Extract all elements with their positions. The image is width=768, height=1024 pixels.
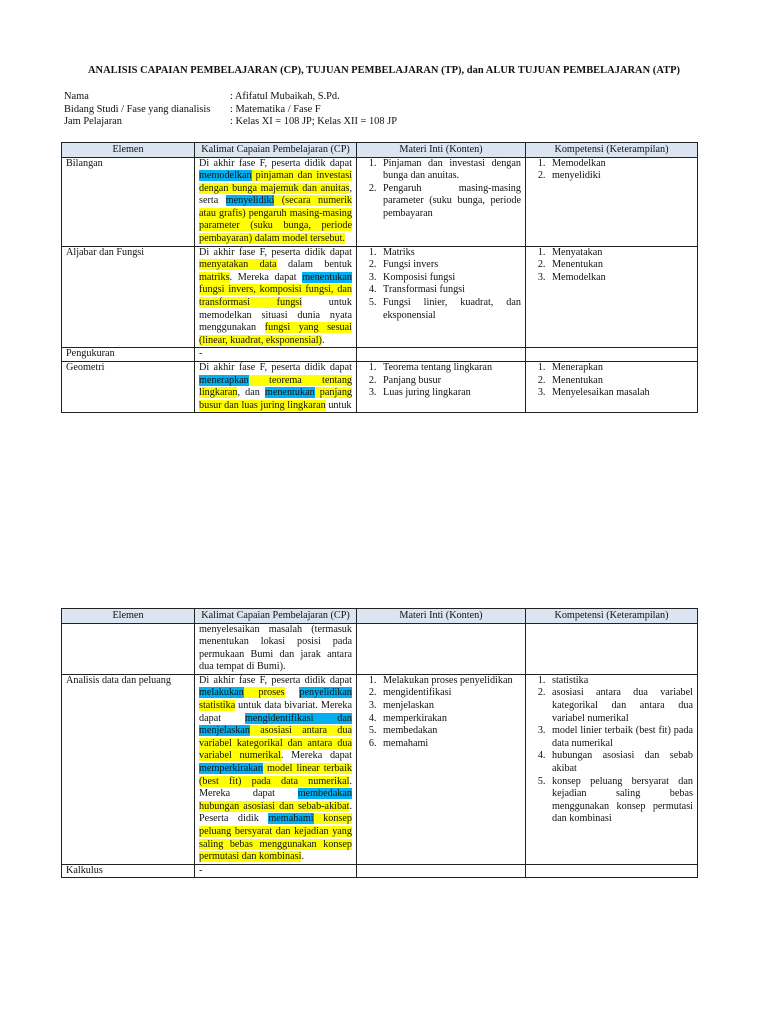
highlight-yellow: proses: [258, 687, 285, 699]
list-item: 3. menjelaskan: [379, 700, 521, 713]
list-item: 3. Menyelesaikan masalah: [548, 387, 693, 400]
cp-text: . Peserta didik: [199, 800, 352, 825]
highlight-blue: penyelidikan: [299, 687, 353, 699]
cp-text: .: [301, 851, 304, 863]
highlight-yellow: [244, 687, 259, 698]
kompetensi-list: [530, 247, 693, 285]
highlight-blue: memodelkan: [199, 170, 252, 182]
kompetensi-list: [530, 362, 693, 400]
list-item: 4. hubungan asosiasi dan sebab akibat: [548, 750, 693, 775]
list-item: 1. Teorema tentang lingkaran: [379, 362, 521, 375]
cp-text: [285, 687, 300, 698]
highlight-yellow: [314, 813, 324, 824]
cp-text: -: [199, 864, 203, 876]
list-item: 2. Menentukan: [548, 375, 693, 388]
list-item: 1. Menyatakan: [548, 247, 693, 260]
cp-text: . Mereka dapat: [199, 775, 352, 800]
materi-list: [361, 247, 521, 323]
highlight-blue: menerapkan: [199, 374, 249, 386]
cp-cell: [195, 623, 357, 674]
list-item: 1. Pinjaman dan investasi dengan bunga dan anuitas.: [379, 158, 521, 183]
list-item: 2. menyelidiki: [548, 170, 693, 183]
table-row: [62, 623, 698, 674]
highlight-yellow: konsep peluang bersyarat dan kejadian yang saling bebas menggunakan konsep permutasi dan kombinasi: [199, 813, 352, 863]
table-row: [62, 362, 698, 413]
kompetensi-cell: [526, 362, 698, 413]
table-row: [62, 157, 698, 246]
header-cp: Kalimat Capaian Pembelajaran (CP): [195, 143, 357, 158]
list-item: 6. memahami: [379, 738, 521, 751]
highlight-blue: menentukan: [264, 387, 315, 399]
kompetensi-list: [530, 158, 693, 183]
highlight-blue: menentukan: [302, 271, 352, 283]
materi-list: [361, 158, 521, 221]
analysis-table-2: [61, 608, 698, 878]
list-item: 3. Memodelkan: [548, 272, 693, 285]
cp-text: untuk memodelkan situasi dunia nyata menggunakan: [199, 297, 352, 334]
list-item: 2. Panjang busur: [379, 375, 521, 388]
cp-text: untuk data bivariat. Mereka dapat: [199, 700, 352, 724]
meta-value: : Afifatul Mubaikah, S.Pd.: [230, 91, 340, 102]
cp-cell: [195, 157, 357, 246]
kompetensi-cell: [526, 157, 698, 246]
cp-text: Di akhir fase F, peserta didik dapat: [199, 362, 352, 373]
header-cp: Kalimat Capaian Pembelajaran (CP): [195, 609, 357, 624]
highlight-yellow: statistika: [199, 700, 236, 712]
highlight-blue: mengidentifikasi dan menjelaskan: [199, 712, 352, 737]
highlight-yellow: fungsi invers, komposisi fungsi, dan transformasi fungsi: [199, 284, 352, 309]
cp-cell: [195, 674, 357, 864]
elemen-cell: Bilangan: [62, 157, 195, 246]
materi-list: [361, 362, 521, 400]
highlight-yellow: [250, 725, 260, 736]
kompetensi-cell: [526, 246, 698, 348]
meta-row: [64, 116, 397, 129]
table-row: [62, 348, 698, 362]
highlight-blue: melakukan: [199, 687, 244, 699]
list-item: 4. Transformasi fungsi: [379, 284, 521, 297]
kompetensi-cell: [526, 864, 698, 878]
analysis-table-1: [61, 142, 698, 413]
materi-list: [361, 675, 521, 751]
elemen-cell: Pengukuran: [62, 348, 195, 362]
highlight-yellow: model linear terbaik (best fit) pada data numerikal: [199, 763, 352, 787]
list-item: 3. Komposisi fungsi: [379, 272, 521, 285]
highlight-yellow: (secara numerik atau grafis) pengaruh masing-masing parameter (suku bunga, periode pembayaran): [199, 195, 352, 245]
identity-block: [64, 91, 397, 129]
meta-value: : Kelas XI = 108 JP; Kelas XII = 108 JP: [230, 116, 397, 127]
highlight-yellow: asosiasi antara dua variabel kategorikal dan antara dua variabel numerikal: [199, 725, 352, 762]
cp-text: Di akhir fase F, peserta didik dapat: [199, 674, 352, 686]
meta-label: Jam Pelajaran: [64, 116, 122, 127]
list-item: 2. Menentukan: [548, 259, 693, 272]
kompetensi-list: [530, 675, 693, 826]
cp-text: Di akhir fase F, peserta didik dapat: [199, 157, 352, 169]
list-item: 5. Fungsi linier, kuadrat, dan eksponensial: [379, 297, 521, 322]
highlight-blue: memahami: [268, 813, 314, 825]
kompetensi-cell: [526, 674, 698, 864]
list-item: 1. Memodelkan: [548, 158, 693, 171]
materi-cell: [357, 864, 526, 878]
list-item: 2. Pengaruh masing-masing parameter (suku bunga, periode pembayaran: [379, 183, 521, 221]
header-elemen: Elemen: [62, 609, 195, 624]
highlight-yellow: hubungan asosiasi dan sebab-akibat: [199, 800, 350, 812]
materi-cell: [357, 362, 526, 413]
materi-cell: [357, 348, 526, 362]
highlight-blue: memperkirakan: [199, 763, 263, 775]
table-row: [62, 674, 698, 864]
meta-value: : Matematika / Fase F: [230, 103, 321, 115]
elemen-cell: Analisis data dan peluang: [62, 674, 195, 864]
list-item: 2. mengidentifikasi: [379, 687, 521, 700]
cp-cell: [195, 362, 357, 413]
highlight-yellow: matriks: [199, 271, 230, 283]
materi-cell: [357, 157, 526, 246]
highlight-yellow: [249, 375, 269, 386]
table-row: [62, 246, 698, 348]
kompetensi-cell: [526, 348, 698, 362]
cp-text: . Mereka dapat: [229, 271, 303, 283]
cp-text: menyelesaikan masalah (termasuk menentukan lokasi posisi pada permukaan Bumi dan jarak antara dua tempat di Bumi).: [199, 623, 352, 673]
list-item: 5. membedakan: [379, 725, 521, 738]
list-item: 2. Fungsi invers: [379, 259, 521, 272]
cp-cell: [195, 348, 357, 362]
list-item: 2. asosiasi antara dua variabel kategorikal dan antara dua variabel numerikal: [548, 687, 693, 725]
highlight-yellow: panjang busur dan luas juring lingkaran: [199, 387, 353, 411]
cp-cell: [195, 246, 357, 348]
cp-text: Di akhir fase F, peserta didik dapat: [199, 246, 352, 258]
highlight-blue: menyelidiki: [225, 195, 275, 207]
meta-row: [64, 104, 397, 117]
list-item: 1. Matriks: [379, 247, 521, 260]
meta-row: [64, 91, 397, 104]
highlight-yellow: menyatakan data: [199, 259, 277, 271]
elemen-cell: Geometri: [62, 362, 195, 413]
cp-cell: [195, 864, 357, 878]
list-item: 4. memperkirakan: [379, 713, 521, 726]
header-elemen: Elemen: [62, 143, 195, 158]
highlight-yellow: pinjaman dan investasi dengan bunga majemuk dan anuitas: [199, 170, 352, 194]
cp-text: .: [321, 334, 325, 346]
highlight-yellow: fungsi yang sesuai (linear, kuadrat, eksponensial): [199, 322, 352, 346]
header-materi: Materi Inti (Konten): [357, 609, 526, 624]
header-kompetensi: Kompetensi (Keterampilan): [526, 143, 698, 158]
cp-text: , serta: [199, 182, 352, 207]
meta-label: Bidang Studi / Fase yang dianalisis: [64, 103, 211, 115]
list-item: 3. model linier terbaik (best fit) pada data numerikal: [548, 725, 693, 750]
header-kompetensi: Kompetensi (Keterampilan): [526, 609, 698, 624]
elemen-cell: [62, 623, 195, 674]
kompetensi-cell: [526, 623, 698, 674]
cp-text: -: [199, 348, 203, 360]
list-item: 1. Menerapkan: [548, 362, 693, 375]
materi-cell: [357, 674, 526, 864]
table-row: [62, 864, 698, 878]
cp-text: untuk: [325, 399, 352, 411]
highlight-yellow: dalam model tersebut.: [252, 233, 345, 245]
list-item: 3. Luas juring lingkaran: [379, 387, 521, 400]
list-item: 5. konsep peluang bersyarat dan kejadian saling bebas menggunakan konsep permutasi dan kombinasi: [548, 776, 693, 826]
materi-cell: [357, 246, 526, 348]
header-row: [62, 609, 698, 624]
materi-cell: [357, 623, 526, 674]
cp-text: , dan: [237, 387, 265, 399]
elemen-cell: Aljabar dan Fungsi: [62, 246, 195, 348]
meta-label: Nama: [64, 91, 89, 102]
list-item: 1. Melakukan proses penyelidikan: [379, 675, 521, 688]
highlight-yellow: [315, 387, 320, 398]
header-row: [62, 143, 698, 158]
highlight-blue: membedakan: [297, 788, 352, 800]
header-materi: Materi Inti (Konten): [357, 143, 526, 158]
cp-text: dalam bentuk: [276, 259, 353, 271]
document-title: ANALISIS CAPAIAN PEMBELAJARAN (CP), TUJUAN PEMBELAJARAN (TP), dan ALUR TUJUAN PEMBELAJARAN (ATP): [88, 65, 680, 76]
highlight-yellow: teorema tentang lingkaran: [199, 374, 353, 399]
list-item: 1. statistika: [548, 675, 693, 688]
cp-text: . Mereka dapat: [280, 750, 353, 762]
elemen-cell: Kalkulus: [62, 864, 195, 878]
